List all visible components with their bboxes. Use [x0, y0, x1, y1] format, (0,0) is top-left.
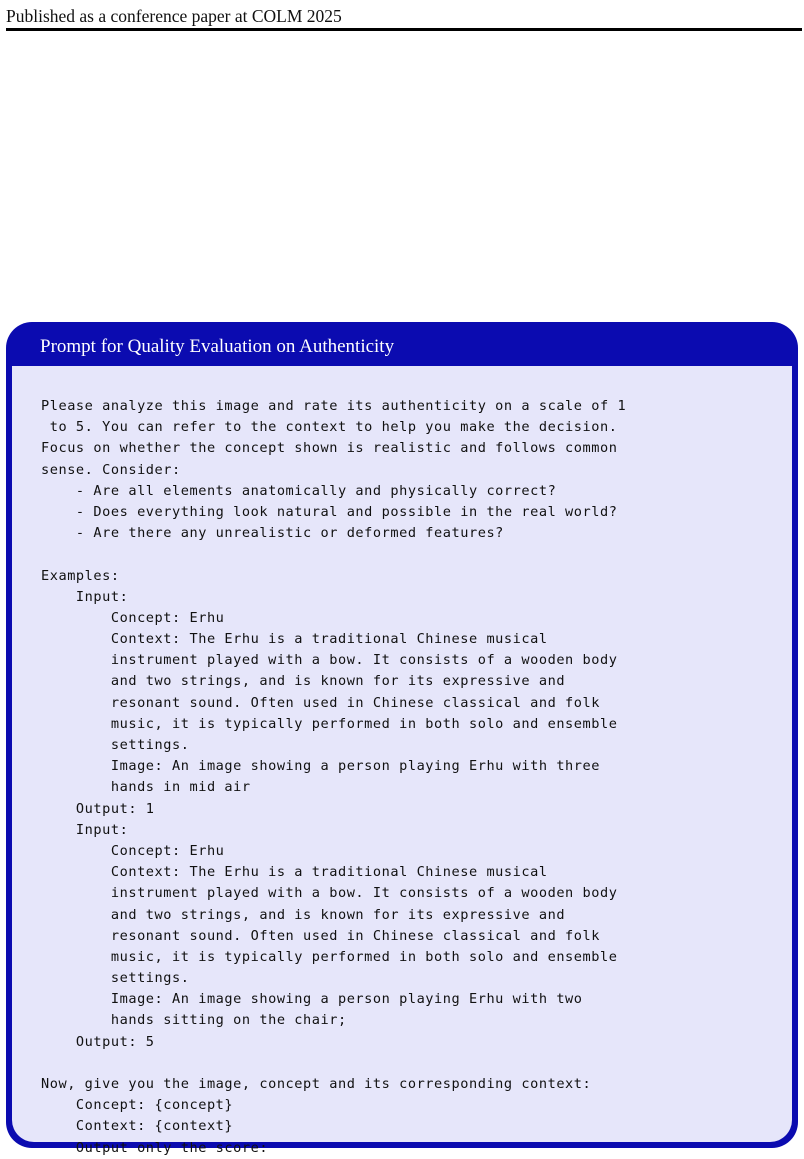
prompt-line: Please analyze this image and rate its authenticity on a scale of 1	[41, 398, 627, 414]
prompt-line: instrument played with a bow. It consists of a wooden body	[41, 885, 618, 902]
prompt-line: hands sitting on the chair;	[41, 1012, 347, 1029]
prompt-line: and two strings, and is known for its expressive and	[41, 673, 566, 690]
prompt-box-title: Prompt for Quality Evaluation on Authenticity	[40, 336, 395, 357]
prompt-line: - Does everything look natural and possible in the real world?	[41, 503, 618, 520]
prompt-line: instrument played with a bow. It consists of a wooden body	[41, 652, 618, 669]
prompt-line	[41, 544, 781, 565]
prompt-line: to 5. You can refer to the context to help you make the decision.	[41, 419, 618, 436]
prompt-line: Input:	[41, 821, 129, 838]
prompt-line: settings.	[41, 737, 190, 753]
prompt-line	[41, 1053, 781, 1074]
prompt-line: sense. Consider:	[41, 461, 181, 478]
prompt-line: Output: 5	[41, 1033, 155, 1050]
prompt-line: Concept: Erhu	[41, 842, 225, 859]
prompt-line: Concept: {concept}	[41, 1097, 234, 1114]
prompt-line: Focus on whether the concept shown is realistic and follows common	[41, 440, 618, 457]
prompt-line: Image: An image showing a person playing Erhu with three	[41, 758, 600, 775]
prompt-line: resonant sound. Often used in Chinese classical and folk	[41, 694, 600, 711]
prompt-box-body	[12, 366, 792, 1156]
prompt-line: Concept: Erhu	[41, 609, 225, 626]
prompt-box	[6, 322, 798, 1156]
prompt-text	[41, 396, 781, 1159]
prompt-line: Examples:	[41, 567, 120, 584]
running-head: Published as a conference paper at COLM 2025	[6, 6, 342, 26]
prompt-line: resonant sound. Often used in Chinese classical and folk	[41, 927, 600, 944]
prompt-line: Input:	[41, 588, 129, 605]
prompt-line: Image: An image showing a person playing Erhu with two	[41, 991, 583, 1008]
prompt-line: Context: {context}	[41, 1118, 234, 1135]
prompt-line: - Are all elements anatomically and physically correct?	[41, 482, 557, 499]
header-rule	[6, 28, 802, 31]
prompt-line: Output only the score:	[41, 1139, 269, 1156]
prompt-line: Context: The Erhu is a traditional Chinese musical	[41, 864, 548, 881]
prompt-line: settings.	[41, 970, 190, 987]
prompt-line: music, it is typically performed in both solo and ensemble	[41, 948, 618, 965]
prompt-line: Context: The Erhu is a traditional Chinese musical	[41, 631, 548, 648]
prompt-line: hands in mid air	[41, 779, 251, 796]
prompt-line: and two strings, and is known for its expressive and	[41, 906, 566, 923]
prompt-line: music, it is typically performed in both solo and ensemble	[41, 715, 618, 732]
prompt-line: Now, give you the image, concept and its corresponding context:	[41, 1076, 592, 1092]
prompt-line: Output: 1	[41, 800, 155, 817]
prompt-line: - Are there any unrealistic or deformed features?	[41, 525, 504, 542]
